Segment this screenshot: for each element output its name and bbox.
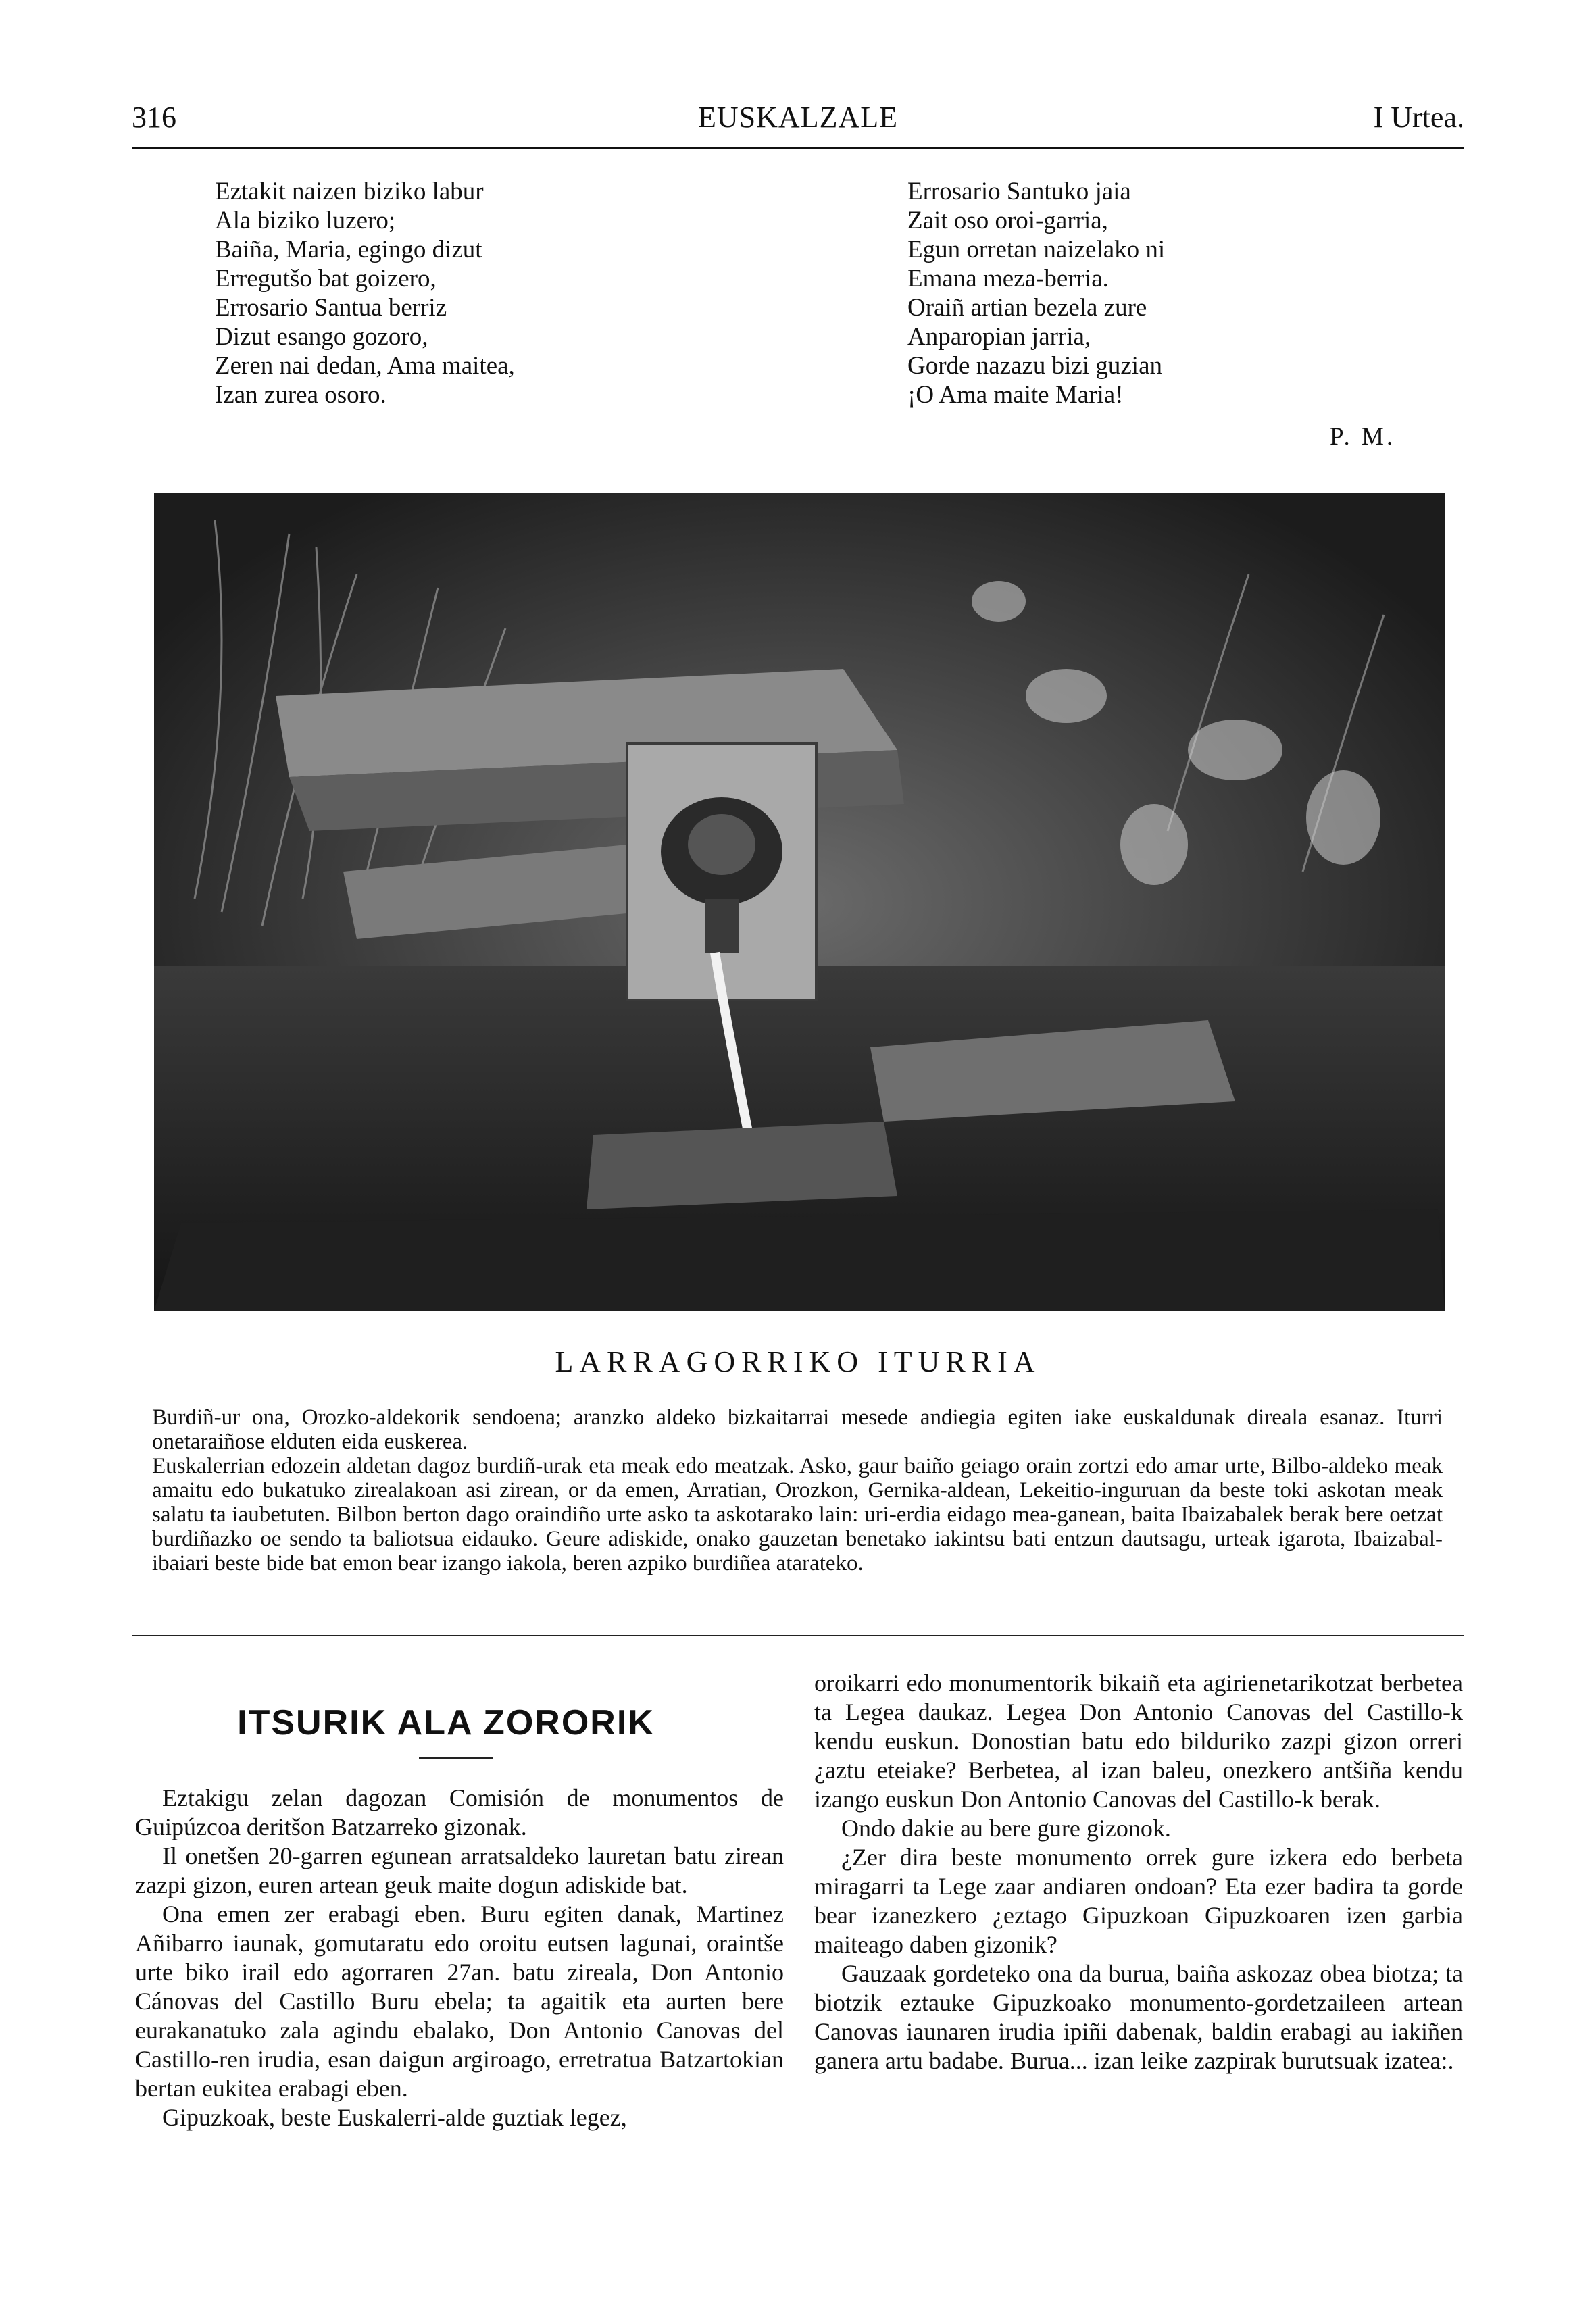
fountain-illustration (154, 493, 1445, 1311)
poem-line: Eztakit naizen biziko labur (215, 178, 484, 205)
article-paragraph: Ona emen zer erabagi eben. Buru egiten danak, Martinez Añibarro iaunak, gomutaratu edo oroitu eutsen lagunai, oraintše urte biko irail edo agorraren 27an. batu zireala, Don Antonio Cánovas del Castillo Buru ebela; ta agaitik eta aurten bere eurakanatuko zala agindu ebalako, Don Antonio Canovas del Castillo-ren irudia, esan daigun argiroago, erretratua Batzartokian bertan eukitea erabagi eben. (135, 1901, 784, 2102)
page-header (132, 100, 1464, 149)
poem-stanza-right (907, 177, 1165, 409)
poem-line: Zait oso oroi-garria, (907, 207, 1108, 234)
poem-line: Izan zurea osoro. (215, 381, 386, 409)
poem-stanza-left (215, 177, 515, 409)
section-divider (132, 1635, 1464, 1636)
poem-line: ¡O Ama maite Maria! (907, 381, 1124, 409)
poem-line: Baiña, Maria, egingo dizut (215, 236, 482, 263)
poem-line: Anparopian jarria, (907, 323, 1091, 351)
article-paragraph: oroikarri edo monumentorik bikaiñ eta agirienetarikotzat berbetea ta Legea daukaz. Legea Don Antonio Canovas del Castillo-k kendu euskun. Donostian batu edo bilduriko zazpi gizon orreri ¿aztu eteiake? Berbetea, al izan baleu, onezkero antšiña kendu izango euskun Don Antonio Canovas del Castillo-k berak. (814, 1669, 1463, 1813)
photo-description (152, 1405, 1443, 1576)
poem-line: Egun orretan naizelako ni (907, 236, 1166, 263)
poem-line: Ala biziko luzero; (215, 207, 396, 234)
article-title: ITSURIK ALA ZORORIK (237, 1703, 655, 1742)
poem-line: Oraiñ artian bezela zure (907, 294, 1147, 322)
article-paragraph: Eztakigu zelan dagozan Comisión de monumentos de Guipúzcoa deritšon Batzarreko gizonak. (135, 1784, 784, 1840)
poem-line: Zeren nai dedan, Ama maitea, (215, 352, 515, 380)
poem-line: Emana meza-berria. (907, 265, 1109, 293)
article-paragraph: Gipuzkoak, beste Euskalerri-alde guztiak legez, (162, 2104, 627, 2131)
article-paragraph: Il onetšen 20-garren egunean arratsaldeko lauretan batu zirean zazpi gizon, euren artean geuk maite dogun adiskide bat. (135, 1842, 784, 1898)
running-title: EUSKALZALE (698, 101, 898, 134)
poem-line: Dizut esango gozoro, (215, 323, 428, 351)
photo-caption: LARRAGORRIKO ITURRIA (555, 1345, 1041, 1378)
article-paragraph: ¿Zer dira beste monumento orrek gure izkera edo berbeta miragarri ta Lege zaar andiaren ondoan? Eta ezer badira ta gorde bear izanezkero ¿eztago Gipuzkoan Gipuzkoaren izen garbia maiteago daben gizonik? (814, 1844, 1463, 1958)
poem-line: Errosario Santua berriz (215, 294, 447, 322)
description-paragraph: Euskalerrian edozein aldetan dagoz burdiñ-urak eta meak edo meatzak. Asko, gaur baiño geiago orain zortzi edo amar urte, Bilbo-aldeko meak amaitu edo bukatuko zirealakoan asi zirean, or da emen, Arratian, Orozkon, Gernika-aldean, Lekeitio-inguruan da beste toki askotan meak salatu ta iaubetuten. Bilbon berton dago oraindiño urte asko ta askotarako lain: uri-erdia eidago mea-ganean, baita Ibaizabalek berak bere oetzat burdiñazko oe sendo ta baliotsua eidauko. Geure adiskide, onako gauzetan benetako iakintsu bati entzun dautsagu, urteak igarota, Ibaizabal-ibaiari beste bide bat emon bear izango iakola, beren azpiko burdiñea atarateko. (152, 1454, 1443, 1576)
description-paragraph: Burdiñ-ur ona, Orozko-aldekorik sendoena; aranzko aldeko bizkaitarrai mesede andiegia egiten iake euskaldunak direala esanaz. Iturri onetaraiñose elduten eida euskerea. (152, 1405, 1443, 1454)
poem-line: Errosario Santuko jaia (907, 178, 1131, 205)
article-column-right (814, 1669, 1463, 2076)
page-number: 316 (132, 101, 176, 134)
article-paragraph: Gauzaak gordeteko ona da burua, baiña askozaz obea biotza; ta biotzik eztauke Gipuzkoako monumento-gordetzaileen artean Canovas iaunaren irudia ipiñi dabenak, baldin erabagi au iakiñen ganera artu badabe. Burua... izan leike zazpirak burutsuak izatea:. (814, 1960, 1463, 2074)
title-underline (419, 1757, 493, 1759)
fountain-photo (154, 493, 1445, 1311)
poem-line: Gorde nazazu bizi guzian (907, 352, 1163, 380)
article-column-left (135, 1784, 784, 2132)
article-paragraph: Ondo dakie au bere gure gizonok. (841, 1815, 1171, 1842)
volume-year: I Urtea. (1373, 101, 1464, 134)
poem-line: Erregutšo bat goizero, (215, 265, 437, 293)
poem-signature: P. M. (1330, 423, 1396, 451)
